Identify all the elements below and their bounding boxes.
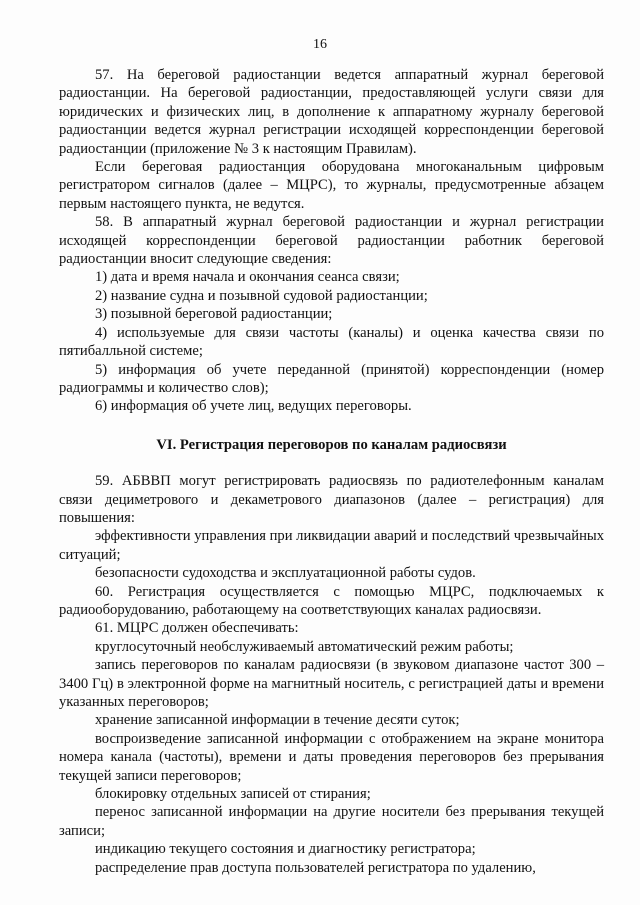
requirement-item: распределение прав доступа пользователей регистратора по удалению, bbox=[95, 859, 536, 876]
list-item-5: 5) информация об учете переданной (принятой) корреспонденции (номер радиограммы и количество слов); bbox=[59, 361, 604, 396]
requirement-item: блокировку отдельных записей от стирания; bbox=[95, 786, 371, 803]
paragraph-58: 58. В аппаратный журнал береговой радиостанции и журнал регистрации исходящей корреспонденции береговой радиостанции работник береговой радиостанции вносит следующие сведения: bbox=[59, 214, 604, 268]
paragraph-mcrs-note: Если береговая радиостанция оборудована многоканальным цифровым регистратором сигналов (далее – МЦРС), то журналы, предусмотренные абзацем первым настоящего пункта, не ведутся. bbox=[59, 159, 604, 212]
document-body bbox=[59, 66, 604, 877]
paragraph-61: 61. МЦРС должен обеспечивать: bbox=[95, 620, 299, 637]
list-item-safety: безопасности судоходства и эксплуатационной работы судов. bbox=[95, 565, 476, 582]
requirement-item: хранение записанной информации в течение десяти суток; bbox=[95, 712, 460, 729]
list-item-6: 6) информация об учете лиц, ведущих переговоры. bbox=[95, 398, 412, 415]
requirement-item: круглосуточный необслуживаемый автоматический режим работы; bbox=[95, 638, 514, 655]
paragraph-59: 59. АБВВП могут регистрировать радиосвязь по радиотелефонным каналам связи дециметрового и декаметрового диапазонов (далее – регистрация) для повышения: bbox=[59, 473, 604, 526]
requirement-item: запись переговоров по каналам радиосвязи (в звуковом диапазоне частот 300 – 3400 Гц) в электронной форме на магнитный носитель, с регистрацией даты и времени указанных переговоров; bbox=[59, 657, 604, 710]
requirement-item: перенос записанной информации на другие носители без прерывания текущей записи; bbox=[59, 804, 604, 839]
requirement-item: воспроизведение записанной информации с отображением на экране монитора номера канала (частоты), времени и даты проведения переговоров без прерывания текущей записи переговоров; bbox=[59, 730, 604, 784]
list-item-2: 2) название судна и позывной судовой радиостанции; bbox=[95, 287, 428, 304]
paragraph-57: 57. На береговой радиостанции ведется аппаратный журнал береговой радиостанции. На береговой радиостанции, предоставляющей услуги связи для юридических и физических лиц, в дополнение к аппаратному журналу береговой радиостанции ведется журнал регистрации исходящей корреспонденции береговой радиостанции (приложение № 3 к настоящим Правилам). bbox=[59, 67, 604, 157]
list-item-1: 1) дата и время начала и окончания сеанса связи; bbox=[95, 269, 400, 286]
list-item-efficiency: эффективности управления при ликвидации аварий и последствий чрезвычайных ситуаций; bbox=[59, 528, 604, 563]
requirement-item: индикацию текущего состояния и диагностику регистратора; bbox=[95, 841, 476, 858]
list-item-4: 4) используемые для связи частоты (каналы) и оценка качества связи по пятибалльной системе; bbox=[59, 324, 604, 360]
page-number: 16 bbox=[313, 37, 327, 52]
paragraph-60: 60. Регистрация осуществляется с помощью МЦРС, подключаемых к радиооборудованию, работающему на соответствующих каналах радиосвязи. bbox=[59, 583, 604, 618]
section-heading: VI. Регистрация переговоров по каналам радиосвязи bbox=[156, 436, 507, 453]
list-item-3: 3) позывной береговой радиостанции; bbox=[95, 306, 333, 323]
